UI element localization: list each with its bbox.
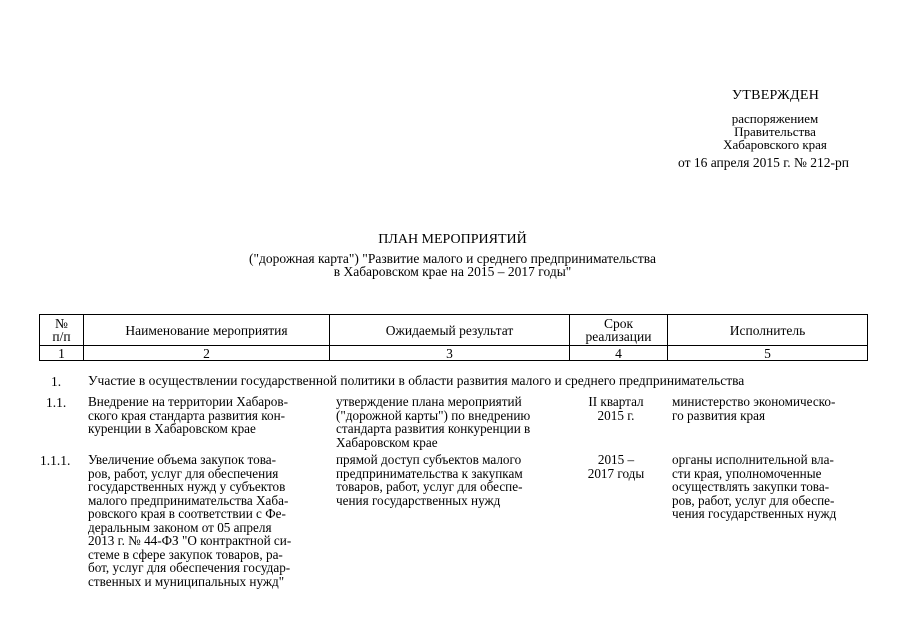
header-result: Ожидаемый результат bbox=[330, 315, 570, 346]
text-line: ров, работ, услуг для обеспечения bbox=[88, 465, 279, 481]
row-result bbox=[336, 453, 564, 507]
col-number: 4 bbox=[570, 346, 668, 361]
text-line: ского края стандарта развития кон- bbox=[88, 407, 286, 423]
header-name: Наименование мероприятия bbox=[84, 315, 330, 346]
col-number: 2 bbox=[84, 346, 330, 361]
section-number: 1. bbox=[51, 374, 62, 389]
text-line: куренции в Хабаровском крае bbox=[88, 421, 256, 436]
plan-subtitle-2: в Хабаровском крае на 2015 – 2017 годы" bbox=[333, 264, 572, 279]
row-number: 1.1.1. bbox=[40, 453, 71, 468]
col-number: 5 bbox=[668, 346, 868, 361]
text-line: 2015 г. bbox=[597, 407, 635, 423]
text-line: бот, услуг для обеспечения государ- bbox=[88, 560, 291, 575]
text-line: 2015 – bbox=[597, 452, 635, 467]
approval-title: УТВЕРЖДЕН bbox=[732, 88, 820, 103]
row-term bbox=[568, 453, 664, 480]
column-number-row bbox=[40, 346, 868, 361]
text-line: товаров, работ, услуг для обеспе- bbox=[336, 479, 523, 494]
row-name bbox=[88, 453, 322, 588]
approval-date: от 16 апреля 2015 г. № 212-рп bbox=[678, 155, 849, 170]
row-number: 1.1. bbox=[46, 395, 67, 410]
text-line: предпринимательства к закупкам bbox=[336, 465, 523, 481]
text-line: чения государственных нужд bbox=[672, 506, 837, 521]
text-line: стеме в сфере закупок товаров, ра- bbox=[88, 546, 283, 562]
text-line: государственных нужд у субъектов bbox=[88, 479, 286, 494]
text-line: ров, работ, услуг для обеспе- bbox=[672, 492, 835, 508]
text-line: 2013 г. № 44-ФЗ "О контрактной си- bbox=[88, 533, 292, 548]
header-term-line2: реализации bbox=[585, 329, 652, 344]
text-line: малого предпринимательства Хаба- bbox=[88, 492, 289, 508]
text-line: го развития края bbox=[672, 407, 766, 423]
header-term-line1: Срок bbox=[603, 316, 634, 331]
col-number: 3 bbox=[330, 346, 570, 361]
text-line: министерство экономическо- bbox=[672, 394, 836, 409]
text-line: осуществлять закупки това- bbox=[672, 479, 830, 494]
text-line: ственных и муниципальных нужд" bbox=[88, 573, 285, 589]
row-name bbox=[88, 395, 322, 436]
text-line: сти края, уполномоченные bbox=[672, 465, 822, 481]
text-line: 2017 годы bbox=[587, 465, 645, 481]
header-term bbox=[570, 315, 668, 346]
row-result bbox=[336, 395, 564, 449]
plan-title: ПЛАН МЕРОПРИЯТИЙ bbox=[378, 232, 527, 247]
approval-line-2: Правительства bbox=[734, 124, 816, 139]
approval-line-3: Хабаровского края bbox=[723, 137, 827, 152]
header-row bbox=[40, 315, 868, 346]
section-title: Участие в осуществлении государственной политики в области развития малого и среднего предпринимательства bbox=[88, 373, 745, 388]
text-line: Хабаровском крае bbox=[336, 434, 438, 450]
header-executor: Исполнитель bbox=[668, 315, 868, 346]
header-num-line2: п/п bbox=[52, 329, 71, 344]
row-executor bbox=[672, 453, 864, 521]
row-term bbox=[568, 395, 664, 422]
text-line: II квартал bbox=[588, 394, 644, 409]
text-line: органы исполнительной вла- bbox=[672, 452, 834, 467]
text-line: утверждение плана мероприятий bbox=[336, 394, 522, 409]
col-number: 1 bbox=[40, 346, 84, 361]
approval-line-1: распоряжением bbox=[731, 111, 819, 126]
text-line: ровского края в соответствии с Фе- bbox=[88, 506, 286, 521]
header-num-line1: № bbox=[55, 316, 68, 331]
text-line: Внедрение на территории Хабаров- bbox=[88, 394, 288, 409]
plan-table-header bbox=[39, 314, 868, 361]
text-line: чения государственных нужд bbox=[336, 492, 501, 508]
text-line: стандарта развития конкуренции в bbox=[336, 421, 531, 436]
text-line: ("дорожной карты") по внедрению bbox=[336, 407, 531, 423]
row-executor bbox=[672, 395, 864, 422]
text-line: прямой доступ субъектов малого bbox=[336, 452, 522, 467]
header-num bbox=[40, 315, 84, 346]
text-line: Увеличение объема закупок това- bbox=[88, 452, 277, 467]
text-line: деральным законом от 05 апреля bbox=[88, 519, 272, 535]
plan-subtitle-1: ("дорожная карта") "Развитие малого и среднего предпринимательства bbox=[249, 251, 656, 266]
